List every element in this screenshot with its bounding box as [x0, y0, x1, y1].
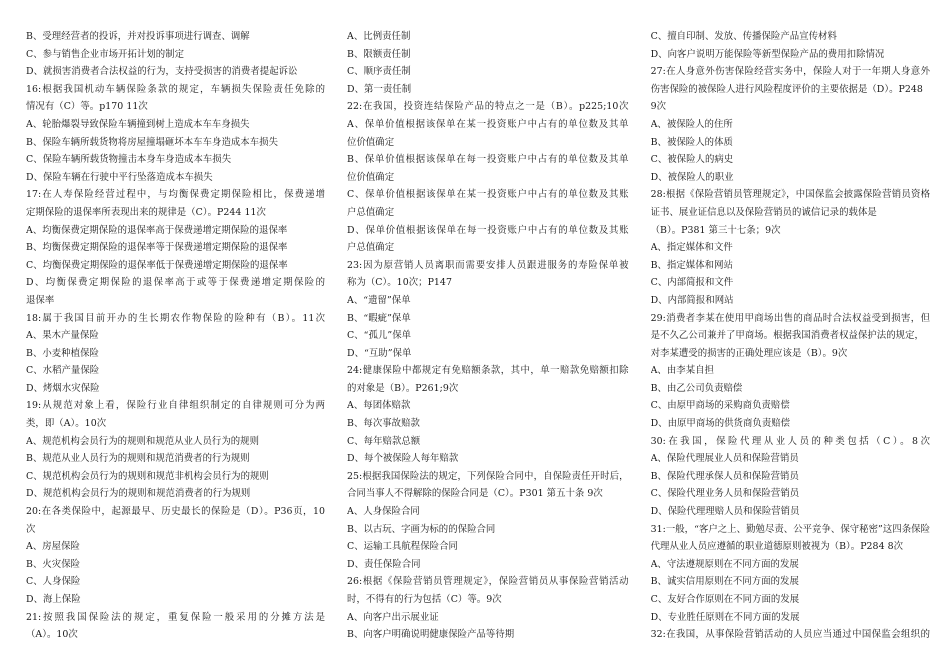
text-line: 的对象是（B）。P261;9次: [347, 382, 459, 394]
text-line: C、由原甲商场的采购商负责赔偿: [650, 400, 790, 412]
text-line: A、果木产量保险: [26, 330, 99, 342]
text-line: （A）。10次: [26, 629, 78, 641]
text-line: C、每年赔款总额: [347, 435, 421, 447]
text-line: B、受理经营者的投诉，并对投诉事项进行调查、调解: [26, 31, 250, 42]
text-line: D、保单价值根据该保单在每一投资账户中占有的单位数及其账: [347, 224, 629, 236]
text-line: B、“暇疵”保单: [347, 312, 411, 324]
text-line: A、向客户出示展业证: [347, 611, 439, 623]
text-line: C、保险代理业务人员和保险营销员: [650, 488, 800, 500]
text-line: B、由乙公司负责赔偿: [650, 382, 743, 394]
text-line: D、责任保险合同: [347, 558, 421, 570]
text-line: A、由李某自担: [650, 365, 714, 377]
text-line: C、友好合作原则在不同方面的发展: [650, 594, 800, 605]
text-line: C、均衡保费定期保险的退保率低于保费递增定期保险的退保率: [26, 259, 288, 271]
text-line: C、运输工具航程保险合同: [347, 541, 458, 553]
text-line: 16:根据我国机动车辆保险条款的规定，车辆损失保险责任免除的: [26, 83, 326, 95]
text-column-middle: [347, 28, 629, 672]
text-line: 32:在我国，从事保险营销活动的人员应当通过中国保监会组织的: [650, 629, 930, 641]
text-line: D、向客户说明万能保险等新型保险产品的费用扣除情况: [650, 48, 885, 60]
text-line: B、保单价值根据该保单在每一投资账户中占有的单位数及其单: [347, 154, 629, 166]
text-line: 类，即（A）。10次: [26, 418, 107, 430]
text-line: C、规范机构会员行为的规则和规范非机构会员行为的规则: [26, 470, 269, 482]
text-line: 退保率: [26, 294, 55, 306]
text-line: 户总值确定: [347, 206, 395, 218]
text-line: A、保单价值根据该保单在某一投资账户中占有的单位数及其单: [347, 118, 629, 130]
text-line: 次: [26, 523, 36, 535]
text-line: D、由原甲商场的供货商负责赔偿: [650, 418, 791, 430]
text-line: 24:健康保险中都规定有免赔额条款，其中，单一赔款免赔额扣除: [347, 365, 629, 377]
text-line: D、烤烟水灾保险: [26, 382, 100, 394]
text-line: 9次: [650, 101, 667, 113]
text-line: A、均衡保费定期保险的退保率高于保费递增定期保险的退保率: [26, 224, 288, 236]
text-line: 对李某遭受的损害的正确处理应该是（B）。9次: [650, 347, 848, 359]
text-line: 证书、展业证信息以及保险营销员的诚信记录的载体是: [650, 206, 877, 218]
text-line: 是不久乙公司兼并了甲商场。根据我国消费者权益保护法的规定，: [650, 330, 924, 342]
text-line: 情况有（C）等。p170 11次: [26, 101, 148, 113]
text-line: D、专业胜任原则在不同方面的发展: [650, 611, 800, 623]
text-line: B、均衡保费定期保险的退保率等于保费递增定期保险的退保率: [26, 242, 288, 254]
text-line: A、指定媒体和文件: [650, 242, 733, 254]
text-line: 18:属于我国目前开办的生长期农作物保险的险种有（B）。11次: [26, 312, 326, 324]
text-line: 称为（C）。10次；P147: [347, 277, 452, 289]
text-line: B、保险车辆所载货物将房屋撞塌砸坏本车车身造成本车损失: [26, 136, 278, 148]
text-line: A、房屋保险: [26, 541, 80, 553]
text-line: A、保险代理展业人员和保险营销员: [650, 453, 799, 465]
text-line: 位价值确定: [347, 136, 395, 148]
text-line: B、小麦种植保险: [26, 347, 99, 359]
text-line: B、被保险人的体质: [650, 136, 733, 148]
text-line: 代理从业人员应遵循的职业道德原则被视为（B）。P284 8次: [650, 541, 904, 553]
text-line: 25:根据我国保险法的规定，下列保险合同中，自保险责任开时后，: [347, 470, 629, 482]
text-line: B、保险代理承保人员和保险营销员: [650, 470, 799, 482]
text-line: C、人身保险: [26, 576, 81, 588]
text-line: D、均衡保费定期保险的退保率高于或等于保费递增定期保险的: [26, 277, 326, 289]
text-line: A、人身保险合同: [347, 506, 420, 518]
text-column-left: [26, 28, 325, 672]
text-line: C、内部简报和文件: [650, 277, 734, 289]
text-line: C、“孤儿”保单: [347, 330, 412, 342]
text-line: B、向客户明确说明健康保险产品等待期: [347, 629, 515, 641]
text-line: 31:一般，“客户之上、勤勉尽责、公平竞争、保守秘密”这四条保险: [650, 523, 930, 535]
text-line: A、“遗留”保单: [347, 294, 411, 306]
text-line: 22:在我国，投资连结保险产品的特点之一是（B）。p225;10次: [347, 101, 629, 113]
text-line: C、保单价值根据该保单在某一投资账户中占有的单位数及其账: [347, 189, 629, 201]
text-line: 30:在我国，保险代理从业人员的种类包括（C）。8次: [650, 435, 930, 447]
text-line: 21:按照我国保险法的规定，重复保险一般采用的分摊方法是: [26, 611, 326, 623]
text-line: D、每个被保险人每年赔款: [347, 453, 459, 465]
text-line: 26:根据《保险营销员管理规定》，保险营销员从事保险营销活动: [347, 576, 629, 588]
text-line: C、参与销售企业市场开拓计划的制定: [26, 48, 185, 60]
text-line: 户总值确定: [347, 242, 395, 254]
text-line: A、比例责任制: [347, 31, 411, 42]
text-line: A、规范机构会员行为的规则和规范从业人员行为的规则: [26, 435, 260, 447]
text-line: A、被保险人的住所: [650, 118, 733, 130]
text-line: B、诚实信用原则在不同方面的发展: [650, 576, 799, 588]
text-line: A、轮胎爆裂导致保险车辆撞到树上造成本车车身损失: [26, 118, 250, 130]
text-line: 合同当事人不得解除的保险合同是（C）。P301 第五十条 9次: [347, 488, 603, 500]
text-line: D、“互助”保单: [347, 347, 412, 359]
text-line: 19:从规范对象上看，保险行业自律组织制定的自律规则可分为两: [26, 400, 326, 412]
text-line: D、规范机构会员行为的规则和规范消费者的行为规则: [26, 488, 251, 500]
text-line: 伤害保险的被保险人进行风险程度评价的主要依据是（D）。P248: [650, 83, 923, 95]
text-line: B、火灾保险: [26, 558, 81, 570]
text-line: 位价值确定: [347, 171, 395, 183]
text-line: C、保险车辆所载货物撞击本身车身造成本车损失: [26, 154, 232, 166]
text-line: A、守法遵规原则在不同方面的发展: [650, 558, 799, 570]
text-line: D、海上保险: [26, 594, 81, 605]
text-column-right: [651, 28, 930, 672]
text-line: 23:因为原营销人员离职而需要安排人员跟进服务的寿险保单被: [347, 259, 629, 271]
text-line: B、以古玩、字画为标的的保险合同: [347, 523, 496, 535]
text-line: D、被保险人的职业: [650, 171, 734, 183]
text-line: 定期保险的退保率所表现出来的规律是（C）。P244 11次: [26, 206, 266, 218]
text-line: B、规范从业人员行为的规则和规范消费者的行为规则: [26, 453, 250, 465]
text-line: B、每次事故赔款: [347, 418, 420, 430]
text-line: C、擅自印制、发放、传播保险产品宣传材料: [650, 31, 837, 42]
text-line: C、水稻产量保险: [26, 365, 100, 377]
text-line: B、限额责任制: [347, 48, 411, 60]
text-line: 28:根据《保险营销员管理规定》，中国保监会披露保险营销员资格: [650, 189, 930, 201]
text-line: C、被保险人的病史: [650, 154, 734, 166]
text-line: D、就损害消费者合法权益的行为，支持受损害的消费者提起诉讼: [26, 66, 298, 78]
text-line: （B）。P381 第三十七条；9次: [650, 224, 781, 236]
text-line: B、指定媒体和网站: [650, 259, 733, 271]
text-line: 时，不得有的行为包括（C）等。9次: [347, 594, 502, 605]
text-line: D、内部简报和网站: [650, 294, 734, 306]
text-line: 17:在人寿保险经营过程中，与均衡保费定期保险相比，保费递增: [26, 189, 326, 201]
text-line: 29:消费者李某在使用甲商场出售的商品时合法权益受到损害，但: [650, 312, 930, 324]
text-line: D、保险代理理赔人员和保险营销员: [650, 506, 800, 518]
text-line: D、保险车辆在行驶中平行坠落造成本车损失: [26, 171, 213, 183]
text-line: 27:在人身意外伤害保险经营实务中，保险人对于一年期人身意外: [650, 66, 930, 78]
text-line: C、顺序责任制: [347, 66, 411, 78]
text-line: D、第一责任制: [347, 83, 412, 95]
text-line: 20:在各类保险中，起源最早、历史最长的保险是（D）。P36页，10: [26, 506, 326, 518]
text-line: A、每团体赔款: [347, 400, 411, 412]
